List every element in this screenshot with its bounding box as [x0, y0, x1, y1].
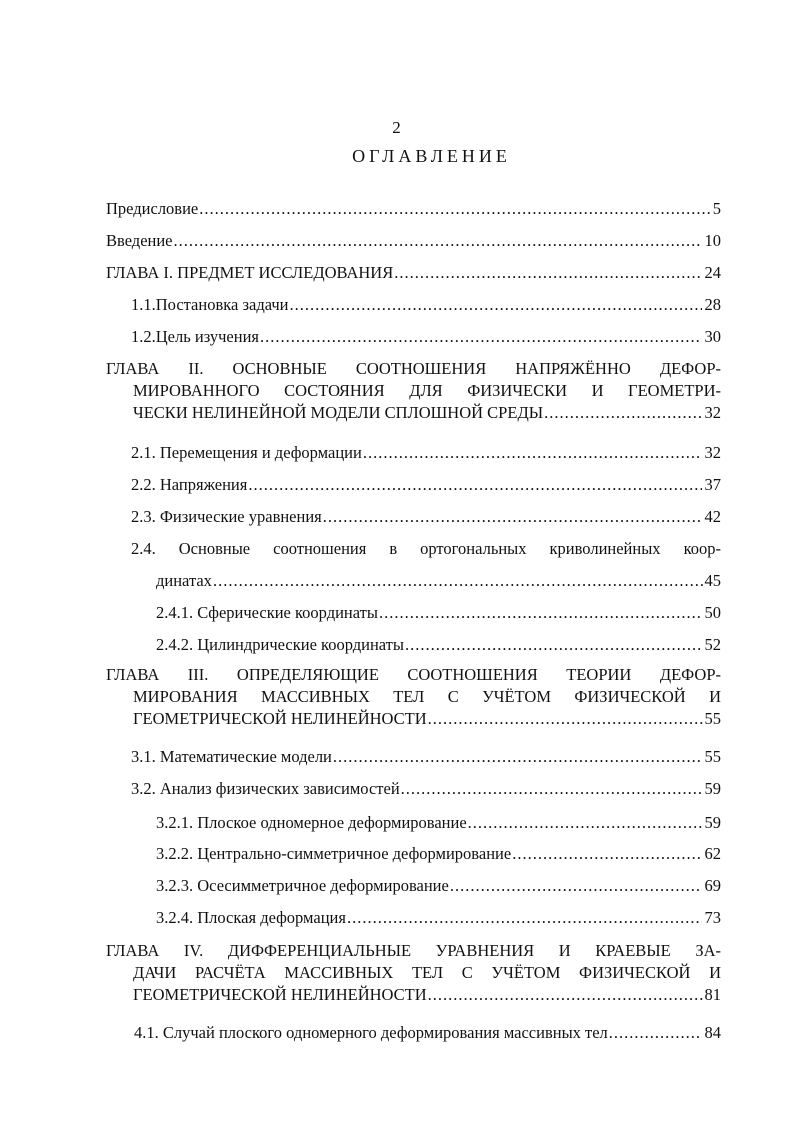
toc-entry-title: 2.4.2. Цилиндрические координаты	[156, 635, 404, 654]
toc-entry-chapter-2[interactable]	[106, 358, 721, 424]
toc-entry-page: 81	[704, 985, 721, 1004]
toc-entry-title: 4.1. Случай плоского одномерного деформирования массивных тел	[134, 1023, 608, 1042]
dot-leader	[401, 778, 702, 800]
toc-entry-page: 5	[712, 199, 721, 218]
toc-entry-section-3-1[interactable]	[131, 746, 721, 768]
toc-entry-page: 52	[704, 635, 721, 654]
toc-entry-page: 62	[704, 844, 721, 863]
dot-leader	[394, 262, 701, 284]
toc-entry-intro[interactable]	[106, 230, 721, 252]
toc-entry-page: 59	[704, 813, 721, 832]
toc-entry-title: 2.4.1. Сферические координаты	[156, 603, 378, 622]
dot-leader	[248, 474, 701, 496]
toc-entry-title: 3.2. Анализ физических зависимостей	[131, 779, 400, 798]
toc-entry-section-1-2[interactable]	[131, 326, 721, 348]
toc-entry-section-2-4-1[interactable]	[156, 602, 721, 624]
dot-leader	[405, 634, 702, 656]
toc-entry-section-2-3[interactable]	[131, 506, 721, 528]
toc-entry-page: 32	[704, 403, 721, 422]
toc-entry-preface[interactable]	[106, 198, 721, 220]
toc-entry-title: Предисловие	[106, 199, 199, 218]
toc-entry-line: ГЛАВА II. ОСНОВНЫЕ СООТНОШЕНИЯ НАПРЯЖЁННО ДЕФОР-	[106, 359, 721, 378]
toc-entry-line: МИРОВАННОГО СОСТОЯНИЯ ДЛЯ ФИЗИЧЕСКИ И ГЕОМЕТРИ-	[133, 381, 721, 400]
toc-entry-line: ЧЕСКИ НЕЛИНЕЙНОЙ МОДЕЛИ СПЛОШНОЙ СРЕДЫ	[133, 403, 544, 422]
toc-entry-title: ГЛАВА I. ПРЕДМЕТ ИССЛЕДОВАНИЯ	[106, 263, 394, 282]
dot-leader	[323, 506, 702, 528]
dot-leader	[468, 812, 702, 834]
toc-entry-section-1-1[interactable]	[131, 294, 721, 316]
toc-entry-chapter-3[interactable]	[106, 664, 721, 730]
toc-entry-page: 28	[704, 295, 721, 314]
toc-entry-page: 73	[704, 908, 721, 927]
toc-entry-section-4-1[interactable]	[134, 1022, 721, 1044]
toc-entry-page: 45	[704, 571, 721, 590]
dot-leader	[379, 602, 702, 624]
toc-entry-page: 55	[704, 709, 721, 728]
toc-entry-title: Введение	[106, 231, 173, 250]
toc-entry-line: ДАЧИ РАСЧЁТА МАССИВНЫХ ТЕЛ С УЧЁТОМ ФИЗИЧЕСКОЙ И	[133, 963, 721, 982]
toc-entry-page: 55	[704, 747, 721, 766]
toc-entry-line: ГЛАВА III. ОПРЕДЕЛЯЮЩИЕ СООТНОШЕНИЯ ТЕОРИИ ДЕФОР-	[106, 665, 721, 684]
toc-entry-section-3-2-1[interactable]	[156, 812, 721, 834]
dot-leader	[544, 402, 703, 424]
toc-entry-page: 59	[704, 779, 721, 798]
dot-leader	[450, 875, 702, 897]
toc-entry-page: 84	[704, 1023, 721, 1042]
toc-entry-title: 3.2.2. Центрально-симметричное деформирование	[156, 844, 512, 863]
page-title: ОГЛАВЛЕНИЕ	[352, 146, 511, 166]
toc-entry-page: 10	[704, 231, 721, 250]
toc-entry-title: 3.2.4. Плоская деформация	[156, 908, 346, 927]
toc-entry-section-2-4[interactable]	[131, 538, 721, 592]
dot-leader	[199, 198, 710, 220]
toc-entry-page: 30	[704, 327, 721, 346]
toc-entry-page: 32	[704, 443, 721, 462]
toc-entry-line: ГЕОМЕТРИЧЕСКОЙ НЕЛИНЕЙНОСТИ	[133, 709, 427, 728]
dot-leader	[512, 843, 701, 865]
dot-leader	[428, 984, 704, 1006]
dot-leader	[260, 326, 702, 348]
toc-entry-section-2-1[interactable]	[131, 442, 721, 464]
toc-entry-chapter-4[interactable]	[106, 940, 721, 1006]
toc-entry-title: 1.1.Постановка задачи	[131, 295, 289, 314]
dot-leader	[213, 570, 704, 592]
toc-entry-section-3-2-2[interactable]	[156, 843, 721, 865]
toc-entry-line: ГЛАВА IV. ДИФФЕРЕНЦИАЛЬНЫЕ УРАВНЕНИЯ И КРАЕВЫЕ ЗА-	[106, 941, 721, 960]
toc-entry-line: динатах	[156, 571, 212, 590]
toc-entry-title: 2.1. Перемещения и деформации	[131, 443, 362, 462]
toc-entry-title: 1.2.Цель изучения	[131, 327, 259, 346]
toc-entry-section-3-2[interactable]	[131, 778, 721, 800]
dot-leader	[609, 1022, 702, 1044]
toc-entry-line: МИРОВАНИЯ МАССИВНЫХ ТЕЛ С УЧЁТОМ ФИЗИЧЕСКОЙ И	[133, 687, 721, 706]
dot-leader	[333, 746, 702, 768]
toc-entry-section-3-2-3[interactable]	[156, 875, 721, 897]
toc-entry-chapter-1[interactable]	[106, 262, 721, 284]
dot-leader	[363, 442, 702, 464]
dot-leader	[174, 230, 702, 252]
dot-leader	[347, 907, 702, 929]
toc-entry-section-2-4-2[interactable]	[156, 634, 721, 656]
toc-entry-title: 3.2.3. Осесимметричное деформирование	[156, 876, 449, 895]
toc-entry-page: 69	[704, 876, 721, 895]
toc-entry-line: ГЕОМЕТРИЧЕСКОЙ НЕЛИНЕЙНОСТИ	[133, 985, 427, 1004]
dot-leader	[290, 294, 702, 316]
toc-entry-section-3-2-4[interactable]	[156, 907, 721, 929]
toc-entry-line: 2.4. Основные соотношения в ортогональных криволинейных коор-	[131, 539, 721, 558]
toc-entry-page: 37	[704, 475, 721, 494]
toc-entry-title: 3.1. Математические модели	[131, 747, 332, 766]
page-number: 2	[392, 118, 401, 137]
dot-leader	[428, 708, 704, 730]
toc-entry-title: 3.2.1. Плоское одномерное деформирование	[156, 813, 467, 832]
toc-entry-page: 24	[704, 263, 721, 282]
toc-entry-page: 50	[704, 603, 721, 622]
toc-entry-title: 2.3. Физические уравнения	[131, 507, 322, 526]
toc-entry-section-2-2[interactable]	[131, 474, 721, 496]
toc-entry-page: 42	[704, 507, 721, 526]
toc-entry-title: 2.2. Напряжения	[131, 475, 248, 494]
